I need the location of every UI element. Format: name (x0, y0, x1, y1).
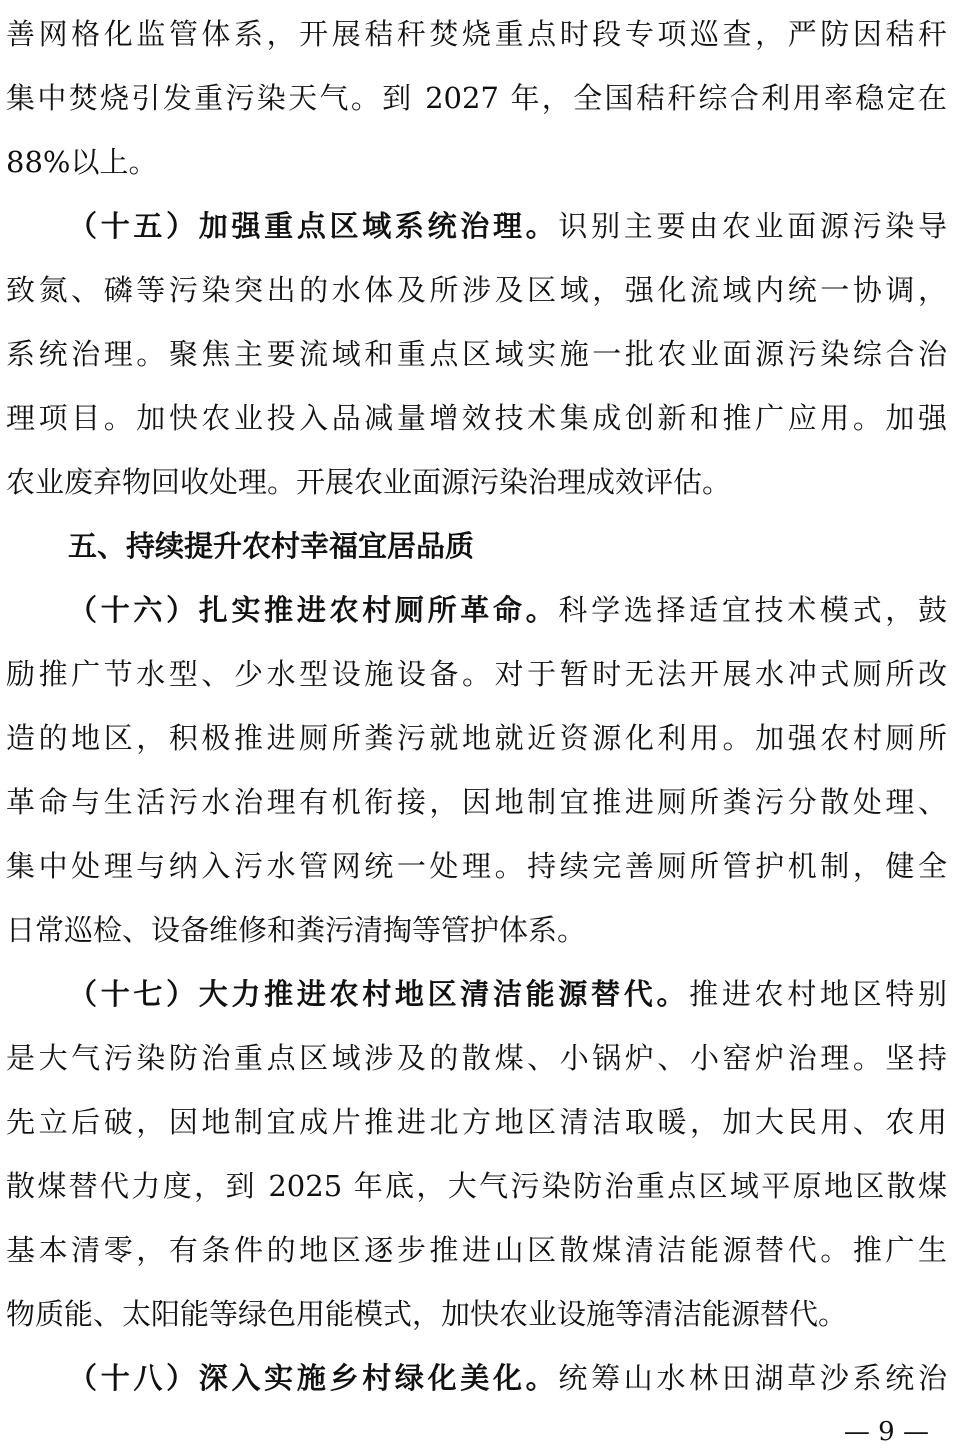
text-line: 理项目。加快农业投入品减量增效技术集成创新和推广应用。加强 (6, 401, 947, 435)
text-line: 善网格化监管体系，开展秸秆焚烧重点时段专项巡查，严防因秸秆 (6, 17, 947, 51)
text-line: 集中处理与纳入污水管网统一处理。持续完善厕所管护机制，健全 (6, 849, 947, 883)
section-18-first-line: （十八）深入实施乡村绿化美化。统筹山水林田湖草沙系统治 (68, 1361, 947, 1395)
text-line: 先立后破，因地制宜成片推进北方地区清洁取暖，加大民用、农用 (6, 1105, 947, 1139)
section-17-first-line: （十七）大力推进农村地区清洁能源替代。推进农村地区特别 (68, 977, 947, 1011)
text-line: 农业废弃物回收处理。开展农业面源污染治理成效评估。 (6, 465, 732, 499)
section-15-first-line: （十五）加强重点区域系统治理。识别主要由农业面源污染导 (68, 209, 947, 243)
text-line: 88%以上。 (6, 145, 158, 179)
text-line: 是大气污染防治重点区域涉及的散煤、小锅炉、小窑炉治理。坚持 (6, 1041, 947, 1075)
section-17-title: （十七）大力推进农村地区清洁能源替代。 (68, 977, 690, 1011)
page-number: — 9 — (843, 1417, 929, 1447)
text-line: 致氮、磷等污染突出的水体及所涉及区域，强化流域内统一协调， (6, 273, 947, 307)
body-text (6, 0, 947, 1410)
text-line: 革命与生活污水治理有机衔接，因地制宜推进厕所粪污分散处理、 (6, 785, 947, 819)
text-line: 日常巡检、设备维修和粪污清掏等管护体系。 (6, 913, 587, 947)
text-line: 集中焚烧引发重污染天气。到 2027 年，全国秸秆综合利用率稳定在 (6, 81, 947, 115)
text-line: 励推广节水型、少水型设施设备。对于暂时无法开展水冲式厕所改 (6, 657, 947, 691)
section-15-title: （十五）加强重点区域系统治理。 (68, 209, 559, 243)
chapter-5-heading: 五、持续提升农村幸福宜居品质 (68, 529, 475, 563)
section-16-first-line: （十六）扎实推进农村厕所革命。科学选择适宜技术模式，鼓 (68, 593, 947, 627)
text-line: 造的地区，积极推进厕所粪污就地就近资源化利用。加强农村厕所 (6, 721, 947, 755)
text-line: 基本清零，有条件的地区逐步推进山区散煤清洁能源替代。推广生 (6, 1233, 947, 1267)
text-line: 系统治理。聚焦主要流域和重点区域实施一批农业面源污染综合治 (6, 337, 947, 371)
text-line: 物质能、太阳能等绿色用能模式，加快农业设施等清洁能源替代。 (6, 1297, 848, 1331)
section-16-title: （十六）扎实推进农村厕所革命。 (68, 593, 559, 627)
section-18-title: （十八）深入实施乡村绿化美化。 (68, 1361, 559, 1395)
text-line: 散煤替代力度，到 2025 年底，大气污染防治重点区域平原地区散煤 (6, 1169, 947, 1203)
